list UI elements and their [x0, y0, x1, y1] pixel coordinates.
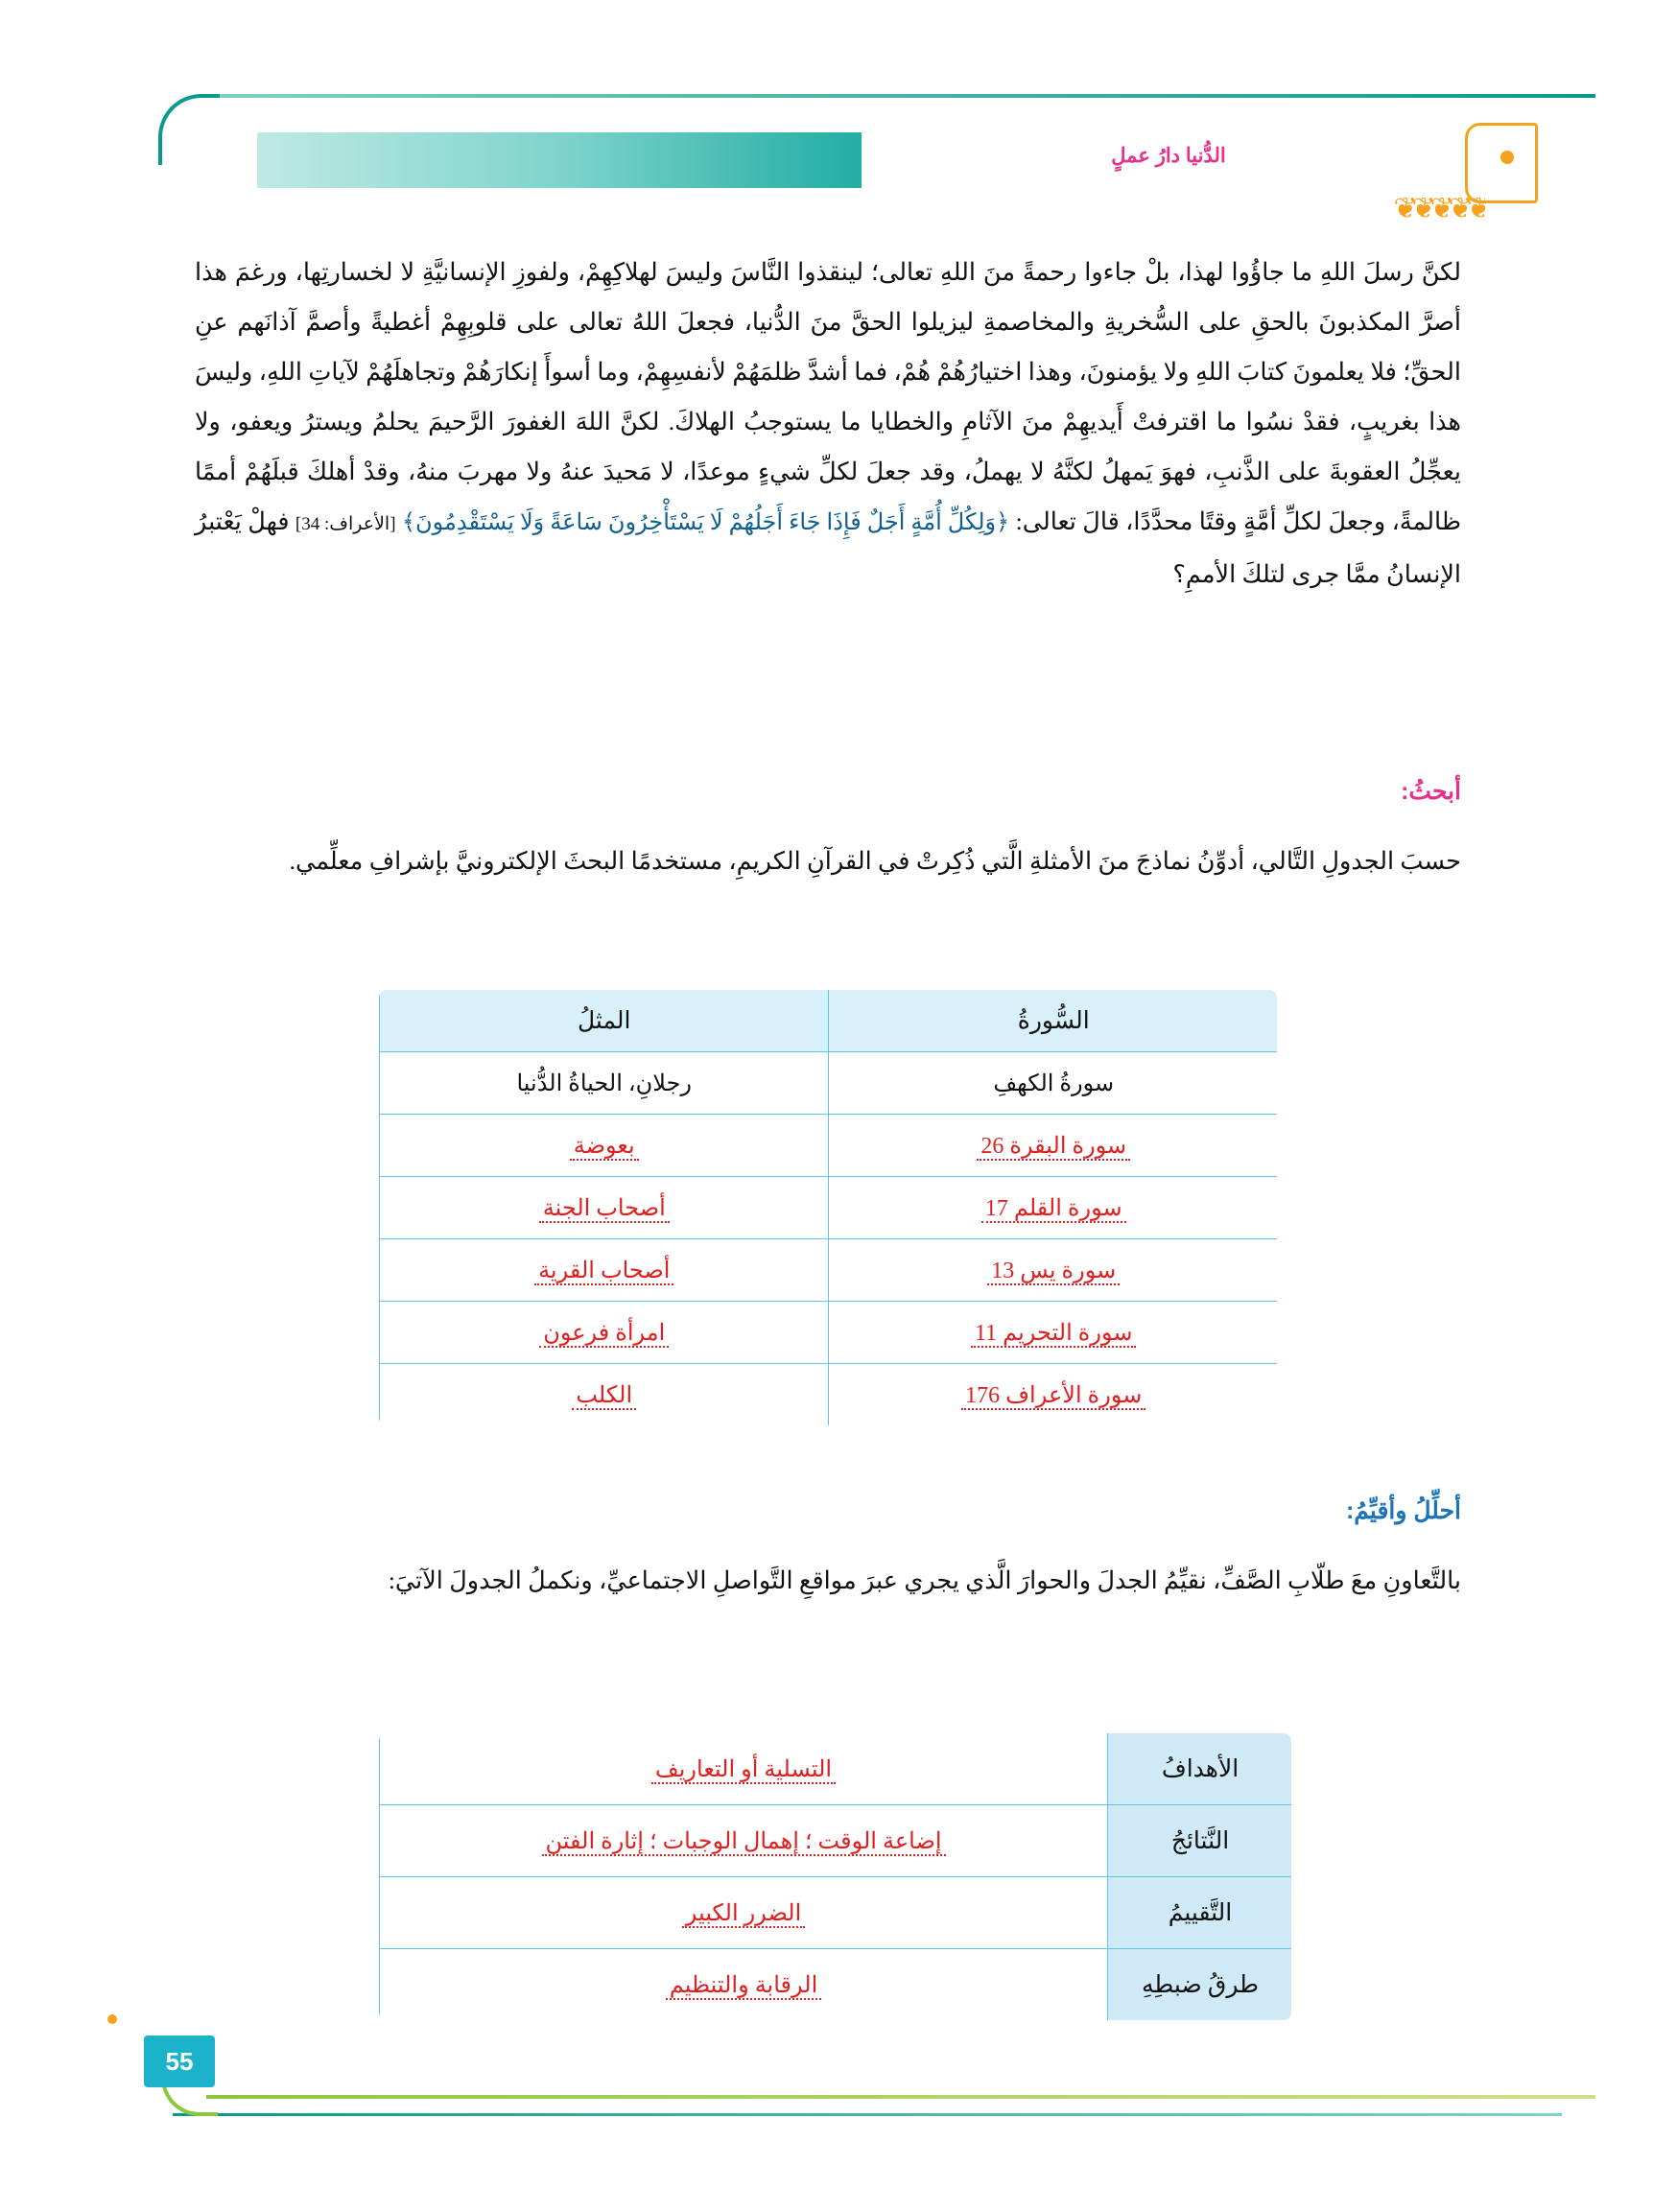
cell-answer[interactable] [379, 1805, 1108, 1877]
section-instruction-analyze: بالتَّعاونِ معَ طلّابِ الصَّفِّ، نقيِّمُ الجدلَ والحوارَ الَّذي يجري عبرَ مواقعِ التَّواصلِ الاجتماعيِّ، ونكملُ الجدولَ الآتيَ: [388, 1566, 1461, 1594]
frame-top-rule [206, 94, 1595, 98]
table-header-sura: السُّورةُ [829, 989, 1279, 1052]
table-row [379, 1302, 1279, 1364]
handwritten-answer: سورة القلم 17 [981, 1196, 1126, 1223]
cell-sura-answer[interactable] [829, 1239, 1279, 1302]
section-heading-research: أبحثُ: [1401, 778, 1461, 805]
cell-mathal-answer[interactable] [379, 1177, 829, 1239]
handwritten-answer: الضرر الكبير [682, 1901, 806, 1928]
section-instruction-research: حسبَ الجدولِ التَّالي، أدوِّنُ نماذجَ منَ الأمثلةِ الَّتي ذُكِرتْ في القرآنِ الكريمِ، مستخدمًا البحثَ الإلكترونيَّ بإشرافِ معلِّمي. [289, 847, 1461, 875]
handwritten-answer: بعوضة [570, 1134, 639, 1161]
table-quran-examples [377, 988, 1279, 1427]
cell-sura-answer[interactable] [829, 1177, 1279, 1239]
table-row [379, 1052, 1279, 1115]
cell-label: النَّتائجُ [1108, 1805, 1294, 1877]
handwritten-answer: امرأة فرعون [539, 1321, 669, 1348]
page-number: 55 [144, 2036, 215, 2087]
section-heading-analyze: أحلِّلُ وأقيِّمُ: [1345, 1497, 1461, 1524]
cell-answer[interactable] [379, 1949, 1108, 2022]
table-header-mathal: المثلُ [379, 989, 829, 1052]
table-row [379, 1949, 1293, 2022]
handwritten-answer: أصحاب القرية [534, 1259, 673, 1285]
table-row [379, 1364, 1279, 1427]
cell-sura: سورةُ الكهفِ [829, 1052, 1279, 1115]
body-paragraph [195, 247, 1461, 600]
cell-label: التَّقييمُ [1108, 1877, 1294, 1949]
cell-sura-answer[interactable] [829, 1364, 1279, 1427]
cell-label: طرقُ ضبطِهِ [1108, 1949, 1294, 2022]
table-header-row [379, 989, 1279, 1052]
handwritten-answer: سورة الأعراف 176 [961, 1383, 1145, 1410]
cell-answer[interactable] [379, 1877, 1108, 1949]
body-paragraph-text: لكنَّ رسلَ اللهِ ما جاؤُوا لهذا، بلْ جاءوا رحمةً منَ اللهِ تعالى؛ لينقذوا النَّاسَ وليسَ لهلاكِهِمْ، ولفوزِ الإنسانيَّةِ لا لخسارتِها، ورغمَ هذا أصرَّ المكذبونَ بالحقِ على السُّخريةِ والمخاصمةِ ليزيلوا الحقَّ منَ الدُّنيا، فجعلَ اللهُ تعالى على قلوبِهِمْ أغطيةً وأصمَّ آذانَهم عنِ الحقِّ؛ فلا يعلمونَ كتابَ اللهِ ولا يؤمنونَ، وهذا اختيارُهُمْ هُمْ، فما أشدَّ ظلمَهُمْ لأنفسِهِمْ، وما أسوأَ إنكارَهُمْ وتجاهلَهُمْ لآياتِ اللهِ، وليسَ هذا بغريبٍ، فقدْ نسُوا ما اقترفتْ أَيديهِمْ منَ الآثامِ والخطايا ما يستوجبُ الهلاكَ. لكنَّ اللهَ الغفورَ الرَّحيمَ يحلمُ ويسترُ ويعفو، ولا يعجِّلُ العقوبةَ على الذَّنبِ، فهوَ يَمهلُ لكنَّهُ لا يهملُ، وقد جعلَ لكلِّ شيءٍ موعدًا، لا مَحيدَ عنهُ ولا مهربَ منهُ، وقدْ أهلكَ قبلَهُمْ أممًا ظالمةً، وجعلَ لكلِّ أمَّةٍ وقتًا محدَّدًا، قالَ تعالى: [195, 258, 1462, 535]
cell-mathal-answer[interactable] [379, 1302, 829, 1364]
table-analysis [377, 1731, 1293, 2022]
handwritten-answer: سورة يس 13 [987, 1259, 1120, 1285]
footer-dot-decoration [107, 2014, 117, 2024]
table-row [379, 1239, 1279, 1302]
handwritten-answer: أصحاب الجنة [539, 1196, 670, 1223]
handwritten-answer: التسلية أو التعاريف [651, 1757, 836, 1784]
verse-reference: [الأعراف: 34] [295, 514, 396, 534]
table-row [379, 1732, 1293, 1805]
body-closing-question: فهلْ يَعْتبرُ الإنسانُ ممَّا جرى لتلكَ الأممِ؟ [195, 507, 1461, 588]
table-row [379, 1115, 1279, 1177]
table-row [379, 1877, 1293, 1949]
cell-sura-answer[interactable] [829, 1115, 1279, 1177]
table-row [379, 1177, 1279, 1239]
handwritten-answer: إضاعة الوقت ؛ إهمال الوجبات ؛ إثارة الفتن [542, 1829, 946, 1856]
handwritten-answer: سورة البقرة 26 [977, 1134, 1130, 1161]
cell-sura-answer[interactable] [829, 1302, 1279, 1364]
handwritten-answer: سورة التحريم 11 [971, 1321, 1136, 1348]
frame-bottom-rule [206, 2095, 1595, 2099]
page-title: الدُّنيا دارُ عملٍ [1111, 145, 1226, 167]
frame-bottom-rule-secondary [173, 2113, 1562, 2116]
handwritten-answer: الكلب [572, 1383, 636, 1410]
cell-mathal: رجلانِ، الحياةُ الدُّنيا [379, 1052, 829, 1115]
cell-label: الأهدافُ [1108, 1732, 1294, 1805]
handwritten-answer: الرقابة والتنظيم [666, 1973, 822, 2000]
frame-corner-top [158, 94, 220, 165]
ornament-decoration: ❦❦❦❦❦ [1393, 192, 1485, 225]
cell-mathal-answer[interactable] [379, 1364, 829, 1427]
cell-answer[interactable] [379, 1732, 1108, 1805]
cell-mathal-answer[interactable] [379, 1239, 829, 1302]
cell-mathal-answer[interactable] [379, 1115, 829, 1177]
quran-verse: ﴿وَلِكُلِّ أُمَّةٍ أَجَلٌ فَإِذَا جَاءَ أَجَلُهُمْ لَا يَسْتَأْخِرُونَ سَاعَةً وَلَا يَسْتَقْدِمُونَ﴾ [401, 510, 1010, 535]
table-row [379, 1805, 1293, 1877]
